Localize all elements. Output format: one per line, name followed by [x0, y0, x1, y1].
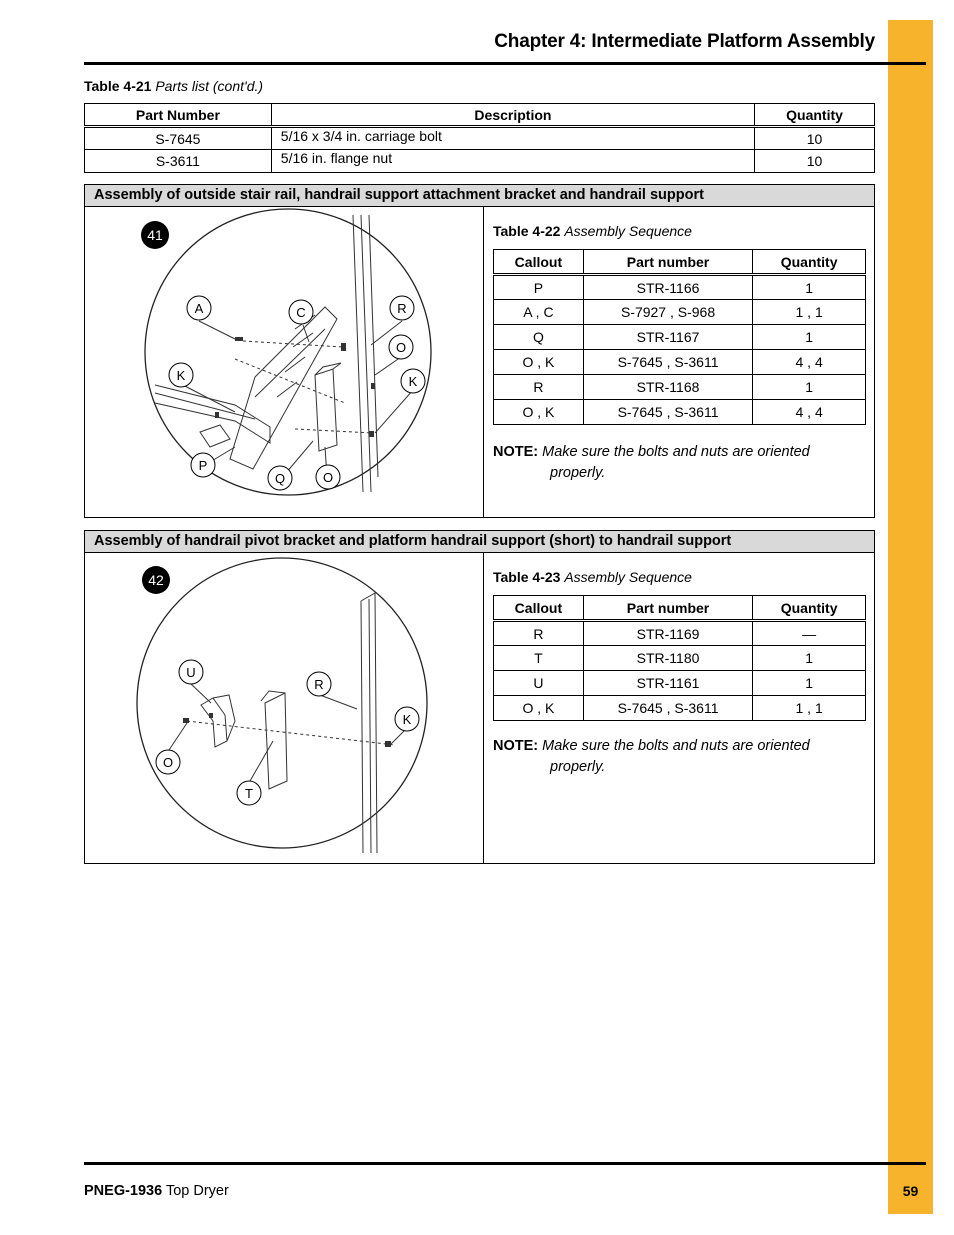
cell-part-number: STR-1161	[583, 671, 752, 696]
column-divider	[483, 553, 484, 863]
table-row	[494, 300, 866, 325]
callout-label: U	[186, 665, 196, 680]
chapter-title: Chapter 4: Intermediate Platform Assembly	[494, 31, 875, 52]
figure-number: 41	[147, 227, 163, 243]
detail-circle	[145, 209, 431, 495]
cell-part-number: S-7927 , S-968	[583, 300, 752, 325]
section-heading: Assembly of handrail pivot bracket and platform handrail support (short) to handrail support	[85, 531, 874, 553]
cell-quantity: —	[753, 621, 866, 646]
cell-part-number: S-7645 , S-3611	[583, 696, 752, 721]
footer-document	[84, 1183, 229, 1199]
assembly-sequence-table-4-23	[493, 595, 866, 721]
note-label: NOTE:	[493, 444, 539, 460]
chapter-tab-bar	[888, 20, 933, 1214]
assembly-figure-42	[85, 553, 483, 863]
cell-callout: T	[494, 646, 584, 671]
note-text: Make sure the bolts and nuts are oriented	[542, 444, 810, 460]
cell-callout: A , C	[494, 300, 584, 325]
section-heading: Assembly of outside stair rail, handrail support attachment bracket and handrail support	[85, 185, 874, 207]
caption-number: Table 4-21	[84, 78, 152, 94]
callout-label: R	[314, 677, 324, 692]
cell-quantity: 1	[753, 275, 866, 300]
cell-part-number: STR-1169	[583, 621, 752, 646]
cell-part-number: S-7645 , S-3611	[583, 400, 752, 425]
table-row	[494, 325, 866, 350]
header-part-number: Part number	[583, 596, 752, 621]
note-text: Make sure the bolts and nuts are oriented	[542, 738, 810, 754]
assembly-note	[493, 442, 853, 484]
table-header-row	[494, 596, 866, 621]
table-row	[85, 127, 875, 150]
footer-rule	[84, 1162, 926, 1165]
figure-number: 42	[148, 572, 164, 588]
callout-label: O	[322, 470, 334, 485]
cell-part-number: S-7645 , S-3611	[583, 350, 752, 375]
cell-quantity: 4 , 4	[753, 400, 866, 425]
caption-text: Parts list (cont'd.)	[155, 78, 264, 94]
cell-callout: O , K	[494, 696, 584, 721]
cell-description: 5/16 x 3/4 in. carriage bolt	[271, 127, 754, 150]
parts-list-table	[84, 103, 875, 173]
cell-quantity: 10	[755, 127, 875, 150]
cell-callout: O , K	[494, 350, 584, 375]
header-quantity: Quantity	[753, 596, 866, 621]
assembly-section-41	[84, 184, 875, 518]
cell-part-number: STR-1168	[583, 375, 752, 400]
cell-part-number: STR-1166	[583, 275, 752, 300]
table-row	[494, 375, 866, 400]
cell-part-number: STR-1180	[583, 646, 752, 671]
callout-label: O	[162, 755, 174, 770]
cell-callout: U	[494, 671, 584, 696]
caption-text: Assembly Sequence	[564, 569, 692, 585]
callout-label: C	[296, 305, 306, 320]
assembly-section-42	[84, 530, 875, 864]
caption-number: Table 4-23	[493, 569, 561, 585]
header-callout: Callout	[494, 250, 584, 275]
cell-quantity: 1	[753, 375, 866, 400]
callout-label: A	[194, 301, 204, 316]
cell-callout: R	[494, 375, 584, 400]
page-number: 59	[902, 1183, 919, 1199]
cell-quantity: 1 , 1	[753, 300, 866, 325]
callout-label: Q	[274, 471, 286, 486]
caption-text: Assembly Sequence	[564, 223, 692, 239]
header-quantity: Quantity	[753, 250, 866, 275]
header-rule	[84, 62, 926, 65]
header-part-number: Part number	[583, 250, 752, 275]
table-row	[494, 275, 866, 300]
cell-description: 5/16 in. flange nut	[271, 150, 754, 173]
cell-quantity: 1 , 1	[753, 696, 866, 721]
assembly-figure-41	[85, 207, 483, 517]
cell-part-number: S-3611	[85, 150, 272, 173]
header-part-number: Part Number	[85, 104, 272, 127]
cell-part-number: STR-1167	[583, 325, 752, 350]
table-4-21-caption	[84, 78, 263, 94]
cell-callout: Q	[494, 325, 584, 350]
callout-label: K	[408, 374, 418, 389]
note-text-cont: properly.	[550, 465, 606, 481]
cell-callout: R	[494, 621, 584, 646]
table-4-23-caption	[493, 569, 692, 585]
assembly-sequence-table-4-22	[493, 249, 866, 425]
table-header-row	[494, 250, 866, 275]
callout-label: K	[176, 368, 186, 383]
callout-label: R	[397, 301, 407, 316]
header-description: Description	[271, 104, 754, 127]
table-row	[85, 150, 875, 173]
doc-id: PNEG-1936	[84, 1183, 163, 1199]
table-row	[494, 696, 866, 721]
cell-callout: O , K	[494, 400, 584, 425]
table-row	[494, 621, 866, 646]
callout-label: O	[395, 340, 407, 355]
callout-label: K	[402, 712, 412, 727]
cell-quantity: 1	[753, 671, 866, 696]
header-callout: Callout	[494, 596, 584, 621]
note-label: NOTE:	[493, 738, 539, 754]
note-text-cont: properly.	[550, 759, 606, 775]
table-4-22-caption	[493, 223, 692, 239]
table-row	[494, 400, 866, 425]
table-row	[494, 646, 866, 671]
assembly-note	[493, 736, 853, 778]
cell-part-number: S-7645	[85, 127, 272, 150]
cell-callout: P	[494, 275, 584, 300]
callout-label: P	[198, 458, 208, 473]
cell-quantity: 1	[753, 646, 866, 671]
doc-title: Top Dryer	[165, 1183, 229, 1199]
cell-quantity: 10	[755, 150, 875, 173]
caption-number: Table 4-22	[493, 223, 561, 239]
detail-circle	[137, 558, 427, 848]
table-row	[494, 350, 866, 375]
cell-quantity: 4 , 4	[753, 350, 866, 375]
table-row	[494, 671, 866, 696]
table-header-row	[85, 104, 875, 127]
cell-quantity: 1	[753, 325, 866, 350]
header-quantity: Quantity	[755, 104, 875, 127]
column-divider	[483, 207, 484, 517]
callout-label: T	[245, 786, 253, 801]
